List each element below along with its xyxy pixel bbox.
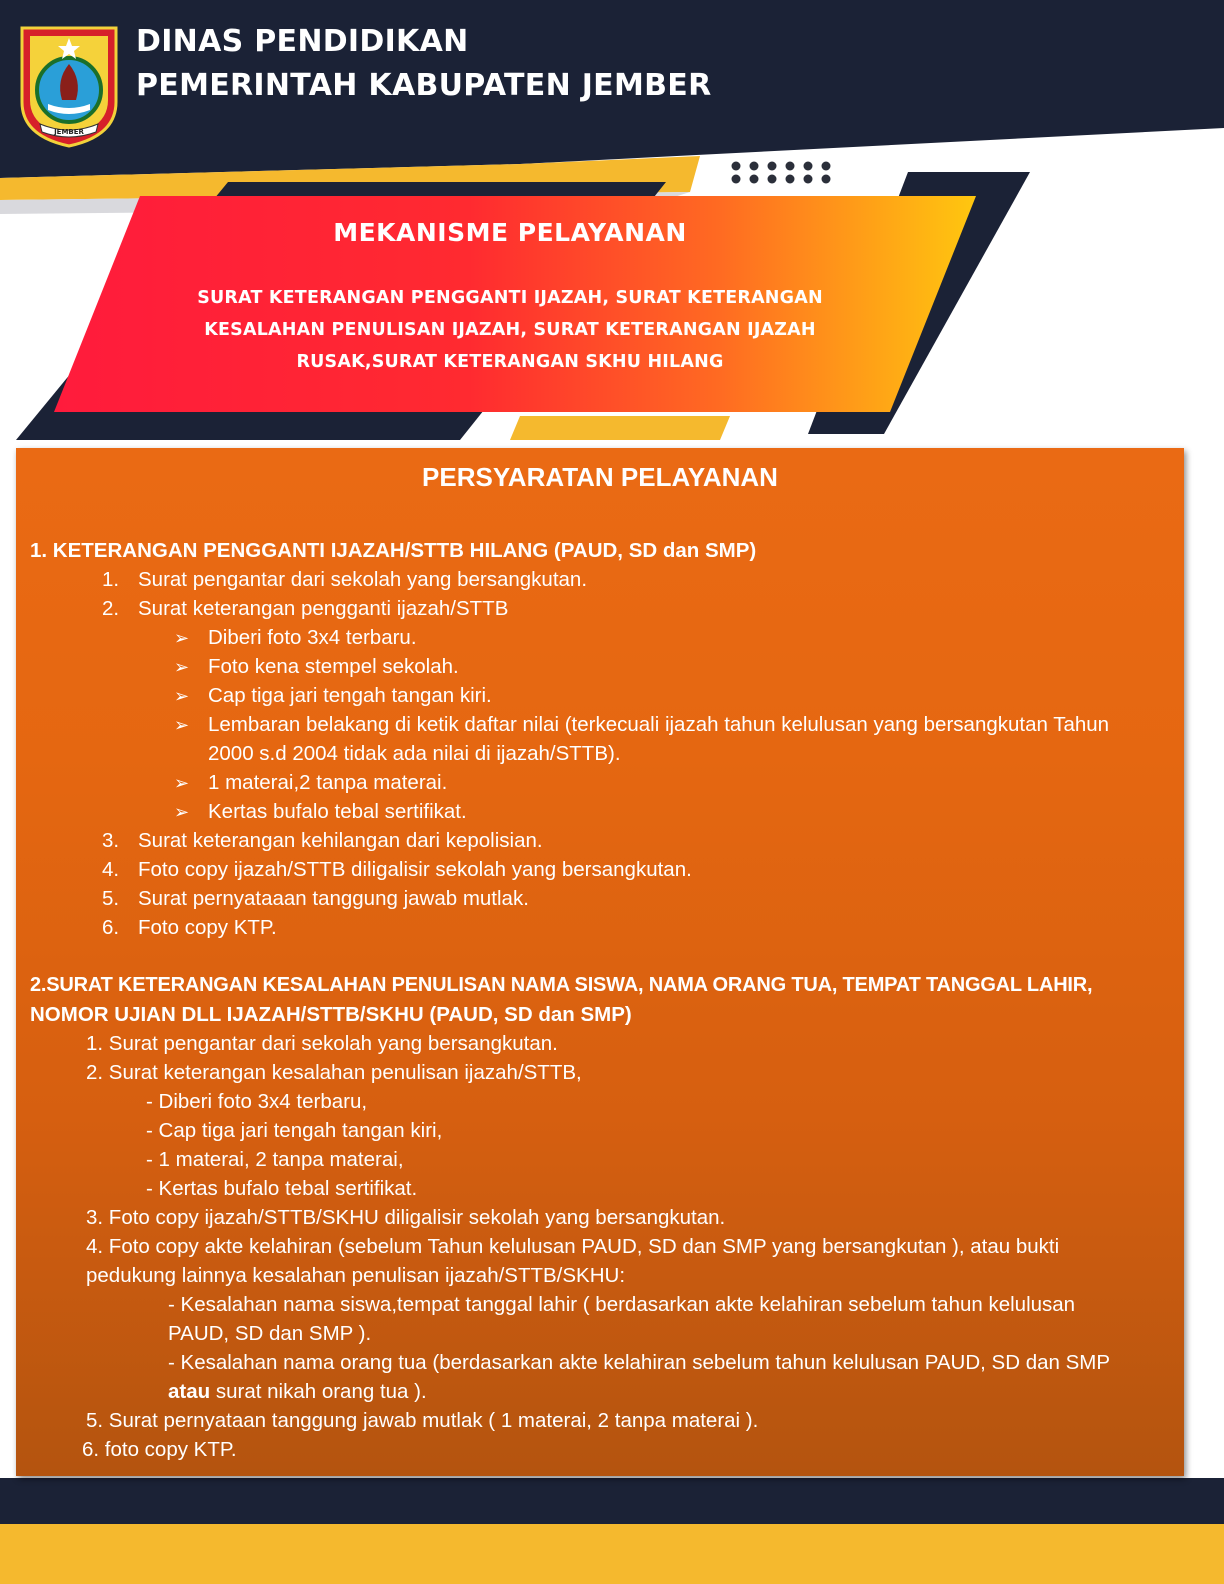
banner-subtitle-line: KESALAHAN PENULISAN IJAZAH, SURAT KETERANGAN IJAZAH — [204, 320, 816, 340]
sub-list-item: - Kesalahan nama siswa,tempat tanggal lahir ( berdasarkan akte kelahiran sebelum tahun kelulusan — [168, 1293, 1076, 1316]
list-item: 1. Surat pengantar dari sekolah yang bersangkutan. — [86, 1032, 558, 1055]
sub-list-item: ➢ 1 materai,2 tanpa materai. — [174, 768, 447, 798]
list-item: 4. Foto copy akte kelahiran (sebelum Tahun kelulusan PAUD, SD dan SMP yang bersangkutan ), atau bukti — [86, 1235, 1060, 1258]
footer-gold-band — [0, 1524, 1224, 1584]
banner-subtitle-line: RUSAK,SURAT KETERANGAN SKHU HILANG — [296, 352, 724, 372]
sub-list-item: - Kesalahan nama orang tua (berdasarkan akte kelahiran sebelum tahun kelulusan PAUD, SD dan SMP — [168, 1351, 1111, 1374]
list-item: 5. Surat pernyataan tanggung jawab mutlak ( 1 materai, 2 tanpa materai ). — [86, 1409, 759, 1432]
svg-text:JEMBER: JEMBER — [54, 128, 84, 136]
list-item: 2. Surat keterangan kesalahan penulisan ijazah/STTB, — [86, 1061, 582, 1084]
sub-list-item-continuation: 2000 s.d 2004 tidak ada nilai di ijazah/STTB). — [208, 742, 621, 765]
atau-bold-text: atau — [168, 1380, 211, 1403]
jember-coat-of-arms-logo — [18, 24, 120, 148]
list-item-continuation: pedukung lainnya kesalahan penulisan ijazah/STTB/SKHU: — [86, 1264, 626, 1287]
list-item: 4. Foto copy ijazah/STTB diligalisir sekolah yang bersangkutan. — [102, 858, 692, 881]
section2-heading-line2: NOMOR UJIAN DLL IJAZAH/STTB/SKHU (PAUD, SD dan SMP) — [30, 1003, 632, 1026]
list-item: 6. foto copy KTP. — [82, 1438, 237, 1461]
sub-list-item: - 1 materai, 2 tanpa materai, — [146, 1148, 404, 1171]
banner-title: MEKANISME PELAYANAN — [333, 218, 687, 247]
section2-heading-line1: 2.SURAT KETERANGAN KESALAHAN PENULISAN NAMA SISWA, NAMA ORANG TUA, TEMPAT TANGGAL LAHIR, — [30, 974, 1093, 996]
sub-list-item-continuation: PAUD, SD dan SMP ). — [168, 1322, 372, 1345]
sub-list-item: - Cap tiga jari tengah tangan kiri, — [146, 1119, 443, 1142]
list-item: 6. Foto copy KTP. — [102, 916, 277, 939]
banner-gold-accent — [510, 416, 730, 440]
sub-list-item-continuation: atau surat nikah orang tua ). — [168, 1380, 427, 1403]
sub-list-item: ➢ Lembaran belakang di ketik daftar nilai (terkecuali ijazah tahun kelulusan yang bersangkutan Tahun — [174, 710, 1109, 740]
banner-subtitle-line: SURAT KETERANGAN PENGGANTI IJAZAH, SURAT KETERANGAN — [197, 288, 823, 308]
arrow-bullet-icon: ➢ — [174, 657, 190, 677]
decorative-dots-icon — [730, 160, 840, 186]
arrow-bullet-icon: ➢ — [174, 773, 190, 793]
sub-list-item: - Diberi foto 3x4 terbaru, — [146, 1090, 368, 1113]
header-line-1: DINAS PENDIDIKAN — [136, 24, 469, 59]
header-line-2: PEMERINTAH KABUPATEN JEMBER — [136, 68, 712, 103]
arrow-bullet-icon: ➢ — [174, 715, 190, 735]
footer-navy-band — [0, 1478, 1224, 1524]
sub-list-item: ➢ Diberi foto 3x4 terbaru. — [174, 623, 417, 653]
header-title — [136, 20, 712, 108]
list-item: 2. Surat keterangan pengganti ijazah/STTB — [102, 597, 509, 620]
list-item: 3. Surat keterangan kehilangan dari kepolisian. — [102, 829, 543, 852]
list-item: 3. Foto copy ijazah/STTB/SKHU diligalisir sekolah yang bersangkutan. — [86, 1206, 726, 1229]
list-item: 5. Surat pernyataaan tanggung jawab mutlak. — [102, 887, 529, 910]
sub-list-item: ➢ Kertas bufalo tebal sertifikat. — [174, 797, 467, 827]
section1-heading: 1. KETERANGAN PENGGANTI IJAZAH/STTB HILANG (PAUD, SD dan SMP) — [30, 539, 757, 562]
list-item: 1. Surat pengantar dari sekolah yang bersangkutan. — [102, 568, 588, 591]
banner-subtitle — [130, 282, 890, 378]
sub-list-item: ➢ Cap tiga jari tengah tangan kiri. — [174, 681, 492, 711]
panel-title: PERSYARATAN PELAYANAN — [422, 462, 778, 492]
arrow-bullet-icon: ➢ — [174, 628, 190, 648]
requirements-panel — [16, 448, 1184, 1476]
sub-list-item: ➢ Foto kena stempel sekolah. — [174, 652, 459, 682]
sub-list-item: - Kertas bufalo tebal sertifikat. — [146, 1177, 418, 1200]
arrow-bullet-icon: ➢ — [174, 802, 190, 822]
arrow-bullet-icon: ➢ — [174, 686, 190, 706]
